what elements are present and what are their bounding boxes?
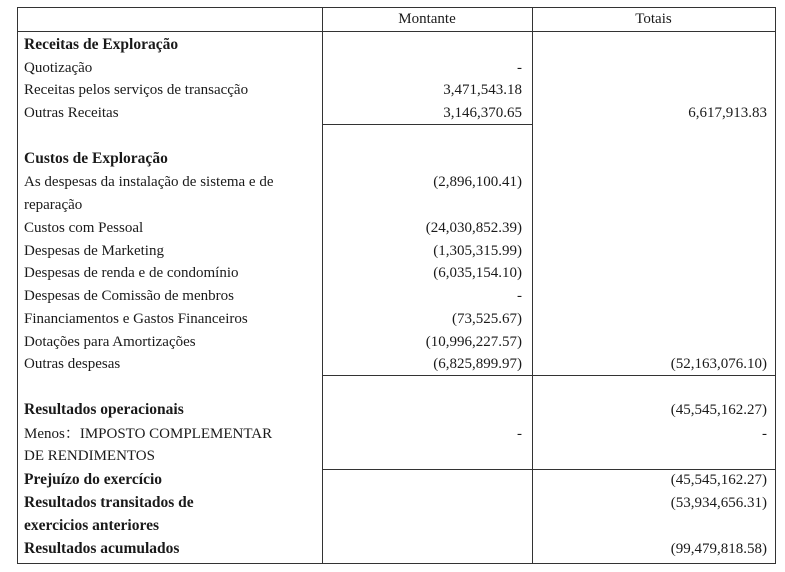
row-amount: -	[517, 60, 522, 76]
row-amount: (24,030,852.39)	[425, 220, 522, 236]
row-total: -	[762, 426, 767, 442]
table-row	[0, 79, 785, 101]
row-total: (52,163,076.10)	[670, 356, 767, 372]
row-label: Receitas pelos serviços de transacção	[24, 82, 249, 98]
row-amount: (10,996,227.57)	[425, 334, 522, 350]
row-label: Custos de Exploração	[24, 150, 168, 167]
row-label: Custos com Pessoal	[24, 220, 144, 236]
header-bottom-border	[17, 31, 775, 32]
row-amount: (2,896,100.41)	[433, 174, 522, 190]
table-row	[0, 240, 785, 262]
row-amount: -	[517, 426, 522, 442]
row-amount: 3,471,543.18	[443, 82, 522, 98]
table-row	[0, 217, 785, 239]
row-amount: (6,035,154.10)	[433, 265, 522, 281]
row-amount: (73,525.67)	[452, 311, 522, 327]
expense-subtotal-line	[322, 375, 775, 376]
table-row	[0, 353, 785, 375]
table-bottom-border	[17, 563, 775, 564]
row-label: Outras Receitas	[24, 105, 119, 121]
table-row	[0, 148, 785, 170]
table-row	[0, 331, 785, 353]
table-row	[0, 492, 785, 514]
row-label: Despesas de Comissão de menbros	[24, 288, 234, 304]
row-label: Despesas de Marketing	[24, 243, 164, 259]
table-row	[0, 308, 785, 330]
row-label: Menos：IMPOSTO COMPLEMENTAR	[24, 426, 273, 442]
header-montante: Montante	[398, 11, 456, 27]
table-row	[0, 34, 785, 56]
table-row	[0, 171, 785, 193]
row-amount: (6,825,899.97)	[433, 356, 522, 372]
table-row	[0, 423, 785, 445]
row-total: (45,545,162.27)	[670, 472, 767, 488]
header-totais: Totais	[635, 11, 672, 27]
row-label: Prejuízo do exercício	[24, 471, 163, 488]
table-row	[0, 399, 785, 421]
row-amount: (1,305,315.99)	[433, 243, 522, 259]
table-row	[0, 262, 785, 284]
row-amount: -	[517, 288, 522, 304]
table-row	[0, 194, 785, 216]
row-total: 6,617,913.83	[688, 105, 767, 121]
row-total: (99,479,818.58)	[670, 541, 767, 557]
row-label: Resultados operacionais	[24, 401, 184, 418]
table-row	[0, 538, 785, 560]
row-label: DE RENDIMENTOS	[24, 448, 155, 464]
row-total: (45,545,162.27)	[670, 402, 767, 418]
row-label: As despesas da instalação de sistema e de	[24, 174, 274, 190]
table-row	[0, 469, 785, 491]
table-row	[0, 102, 785, 124]
row-label: Dotações para Amortizações	[24, 334, 196, 350]
revenue-subtotal-line	[322, 124, 532, 125]
table-row	[0, 515, 785, 537]
row-label: reparação	[24, 197, 83, 213]
row-label: Quotização	[24, 60, 93, 76]
table-row	[0, 285, 785, 307]
row-total: (53,934,656.31)	[670, 495, 767, 511]
table-row	[0, 445, 785, 467]
row-label: exercicios anteriores	[24, 517, 159, 534]
row-amount: 3,146,370.65	[443, 105, 522, 121]
row-label: Financiamentos e Gastos Financeiros	[24, 311, 248, 327]
row-label: Resultados transitados de	[24, 494, 194, 511]
row-label: Despesas de renda e de condomínio	[24, 265, 239, 281]
row-label: Outras despesas	[24, 356, 121, 372]
table-row	[0, 57, 785, 79]
row-label: Resultados acumulados	[24, 540, 180, 557]
row-label: Receitas de Exploração	[24, 36, 179, 53]
